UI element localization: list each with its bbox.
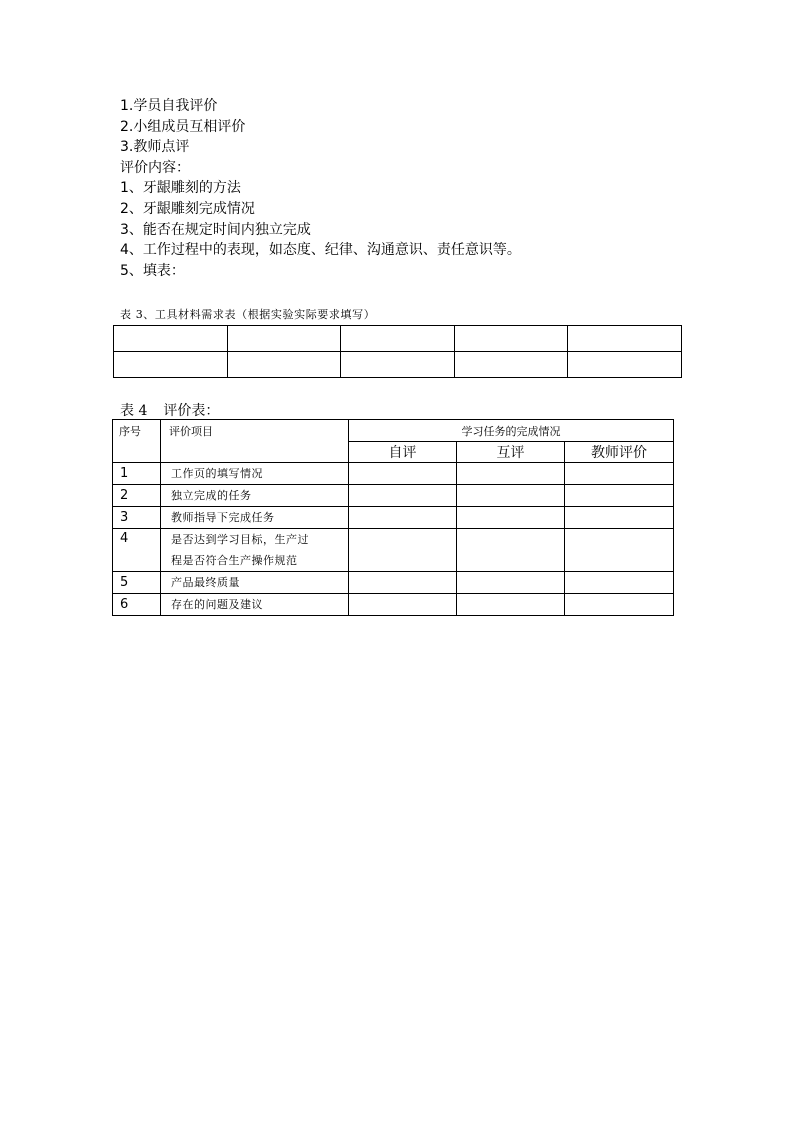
header-item: 评价项目 [161, 420, 349, 463]
intro-line: 评价内容： [120, 159, 190, 176]
intro-line: 1、牙龈雕刻的方法 [120, 180, 241, 197]
table-cell[interactable] [114, 326, 228, 352]
table-row [114, 352, 682, 378]
header-teacher: 教师评价 [565, 442, 674, 463]
intro-line: 3.教师点评 [120, 139, 190, 156]
row-item-line: 是否达到学习目标，生产过 [171, 533, 309, 546]
intro-line: 2.小组成员互相评价 [120, 118, 246, 135]
intro-line: 5、填表： [120, 262, 185, 279]
evaluation-table [112, 419, 674, 616]
table4-caption-title: 评价表： [163, 403, 220, 419]
self-score-cell[interactable] [349, 594, 457, 616]
table-row [113, 507, 674, 529]
table-cell[interactable] [454, 352, 568, 378]
table-cell[interactable] [227, 352, 341, 378]
row-number: 6 [113, 594, 161, 616]
header-group: 学习任务的完成情况 [349, 420, 674, 442]
peer-score-cell[interactable] [457, 572, 565, 594]
row-item-line: 程是否符合生产操作规范 [171, 554, 298, 567]
table-cell[interactable] [568, 352, 682, 378]
row-item [161, 529, 349, 572]
intro-line: 1.学员自我评价 [120, 98, 218, 114]
intro-line: 3、能否在规定时间内独立完成 [120, 221, 311, 238]
teacher-score-cell[interactable] [565, 572, 674, 594]
peer-score-cell[interactable] [457, 594, 565, 616]
row-item: 独立完成的任务 [161, 485, 349, 507]
evaluation-intro [120, 96, 720, 281]
table-row [114, 326, 682, 352]
table-cell[interactable] [568, 326, 682, 352]
peer-score-cell[interactable] [457, 507, 565, 529]
table-cell[interactable] [341, 352, 455, 378]
self-score-cell[interactable] [349, 572, 457, 594]
teacher-score-cell[interactable] [565, 485, 674, 507]
table-row [113, 463, 674, 485]
header-seq: 序号 [113, 420, 161, 463]
teacher-score-cell[interactable] [565, 529, 674, 572]
table-cell[interactable] [227, 326, 341, 352]
teacher-score-cell[interactable] [565, 507, 674, 529]
row-item: 产品最终质量 [161, 572, 349, 594]
self-score-cell[interactable] [349, 507, 457, 529]
row-number: 5 [113, 572, 161, 594]
row-item: 存在的问题及建议 [161, 594, 349, 616]
teacher-score-cell[interactable] [565, 594, 674, 616]
row-item: 教师指导下完成任务 [161, 507, 349, 529]
self-score-cell[interactable] [349, 485, 457, 507]
header-peer: 互评 [457, 442, 565, 463]
table-row [113, 594, 674, 616]
table-cell[interactable] [341, 326, 455, 352]
row-number: 2 [113, 485, 161, 507]
self-score-cell[interactable] [349, 463, 457, 485]
intro-line: 4、工作过程中的表现，如态度、纪律、沟通意识、责任意识等。 [120, 242, 521, 259]
table-row [113, 529, 674, 572]
header-row [113, 420, 674, 442]
peer-score-cell[interactable] [457, 485, 565, 507]
table3-caption: 表 3、工具材料需求表（根据实验实际要求填写） [120, 308, 376, 321]
table-cell[interactable] [454, 326, 568, 352]
table-row [113, 572, 674, 594]
row-number: 4 [113, 529, 161, 572]
peer-score-cell[interactable] [457, 529, 565, 572]
self-score-cell[interactable] [349, 529, 457, 572]
table-row [113, 485, 674, 507]
header-self: 自评 [349, 442, 457, 463]
table4-caption [120, 400, 219, 420]
intro-line: 2、牙龈雕刻完成情况 [120, 200, 255, 217]
peer-score-cell[interactable] [457, 463, 565, 485]
table4-caption-number: 表 4 [120, 403, 148, 419]
row-number: 1 [113, 463, 161, 485]
tool-material-table [113, 325, 682, 378]
row-item: 工作页的填写情况 [161, 463, 349, 485]
teacher-score-cell[interactable] [565, 463, 674, 485]
row-number: 3 [113, 507, 161, 529]
table-cell[interactable] [114, 352, 228, 378]
